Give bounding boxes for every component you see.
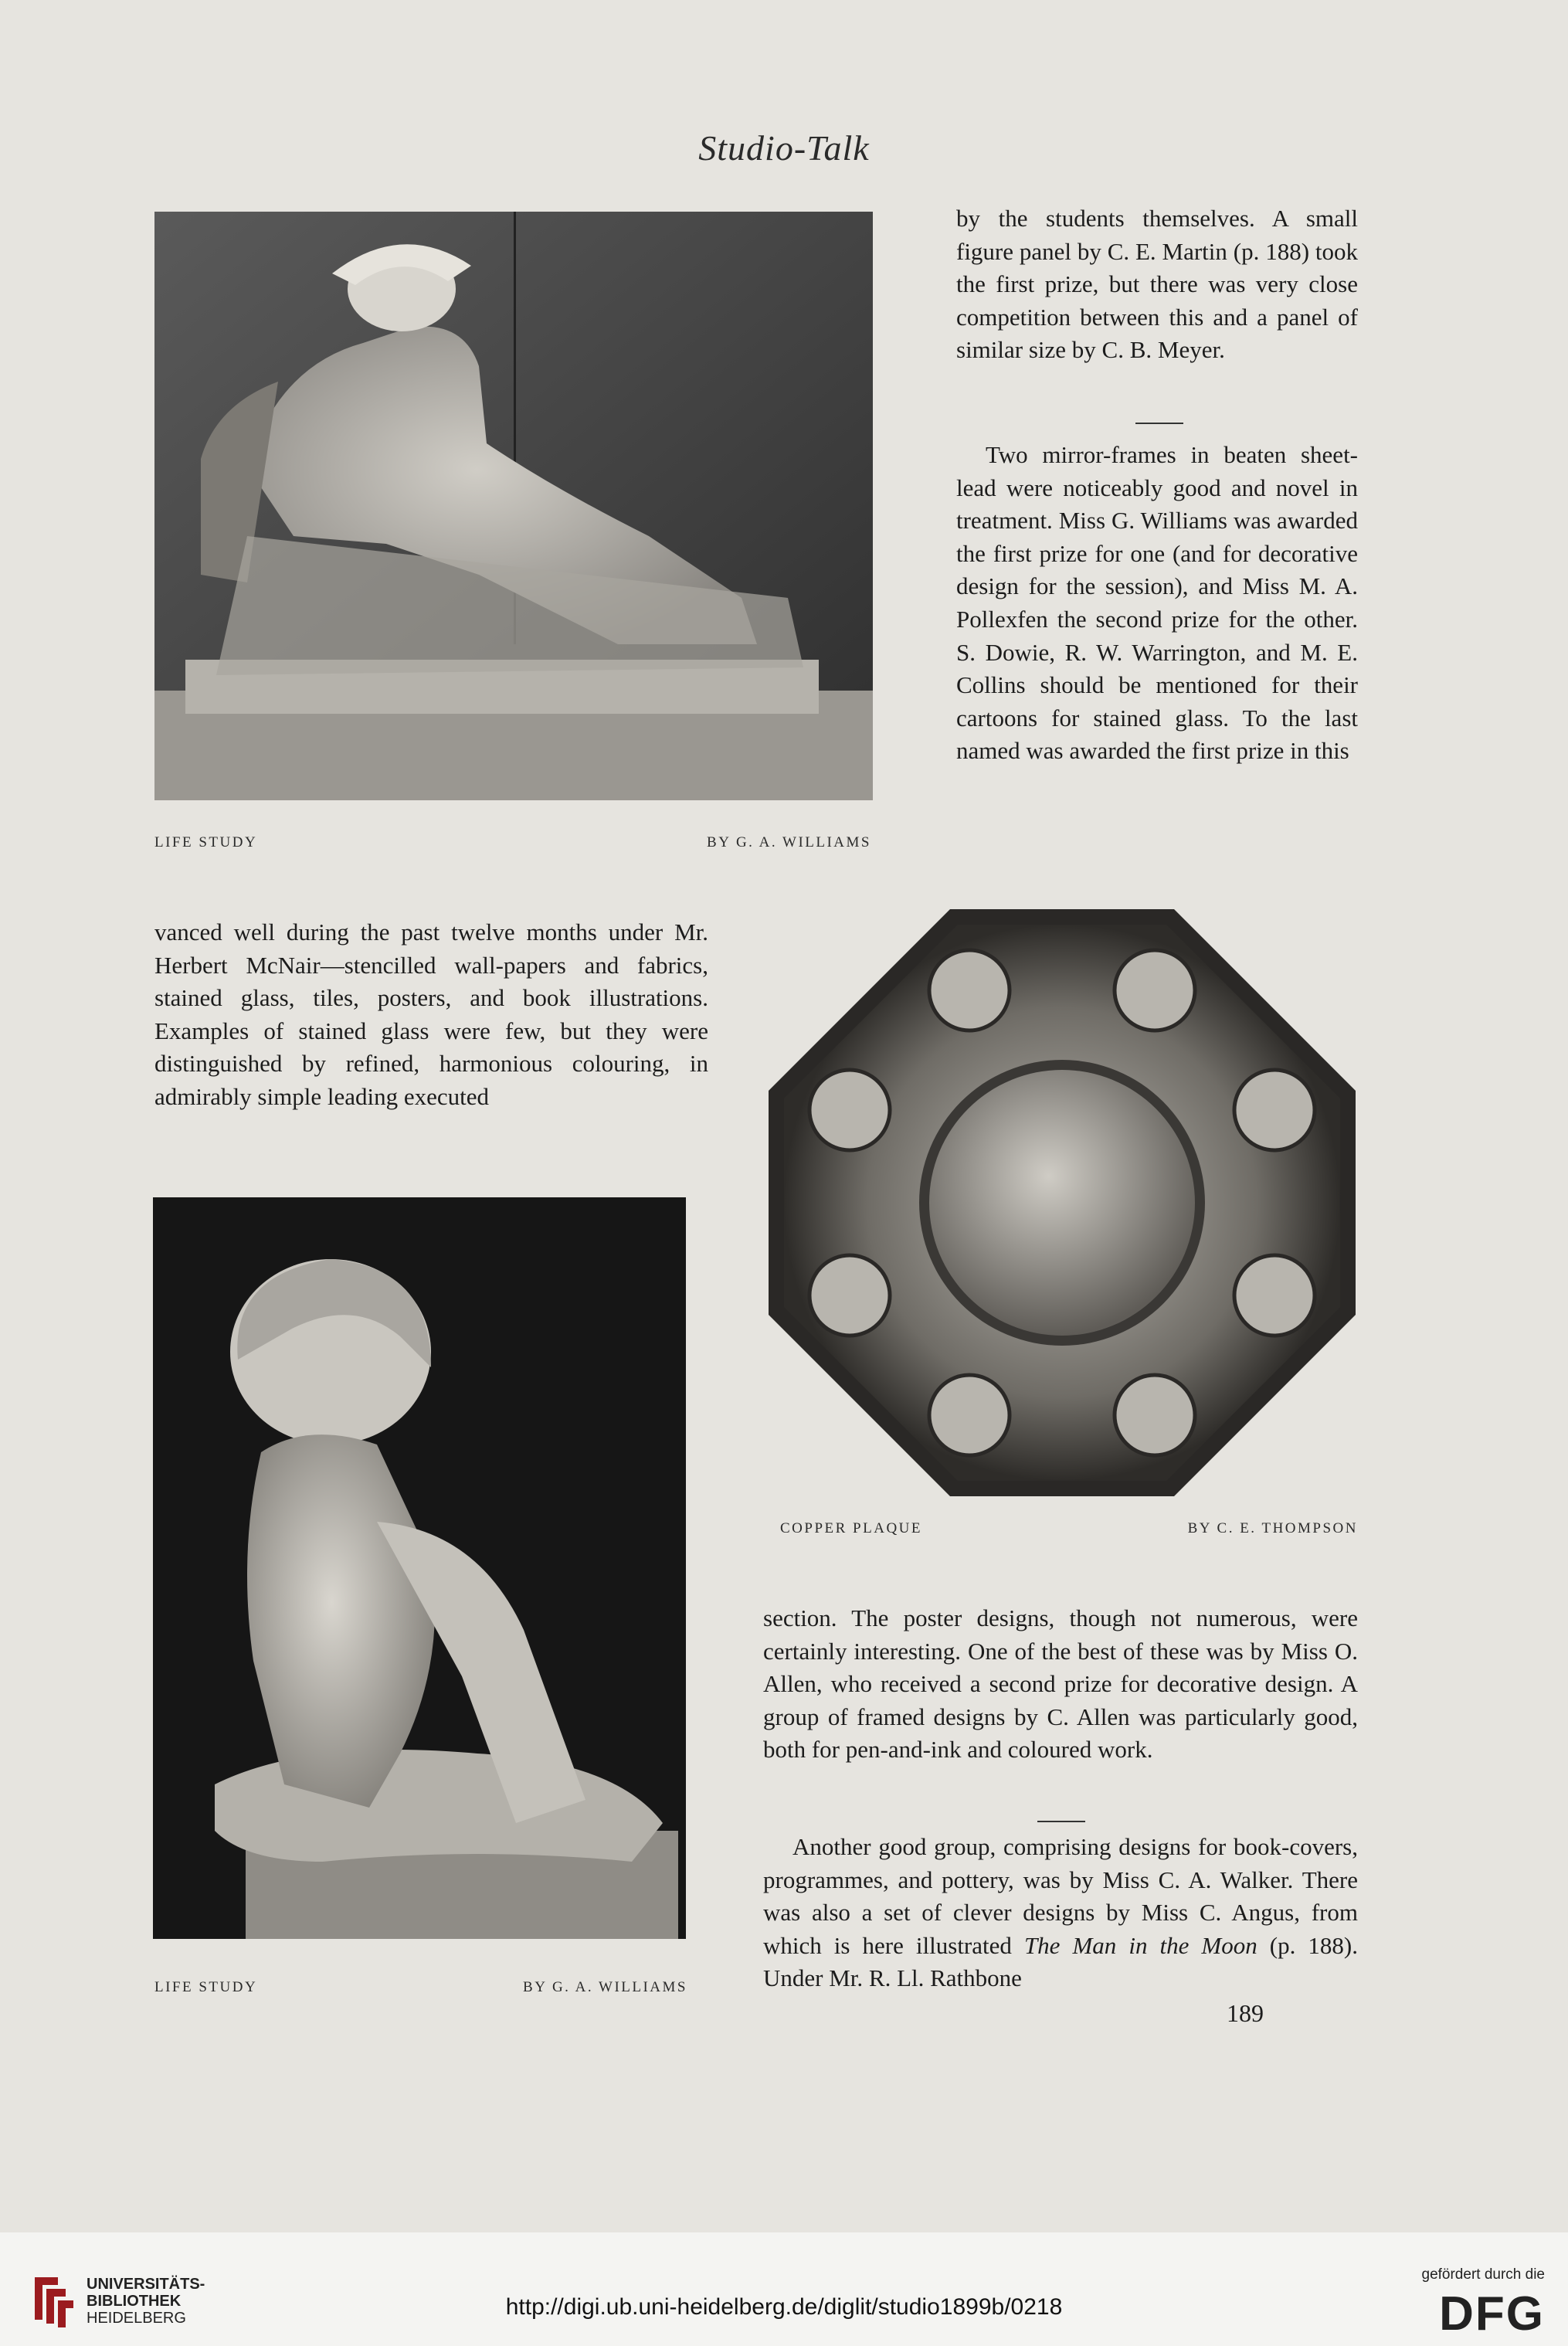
caption-title: LIFE STUDY (154, 834, 258, 850)
caption-credit: BY G. A. WILLIAMS (707, 834, 871, 850)
section-divider (1135, 423, 1183, 424)
caption-credit: BY C. E. THOMPSON (1187, 1520, 1358, 1536)
left-column-text (154, 916, 708, 1114)
octagonal-plaque-image (765, 905, 1359, 1500)
funder-text: gefördert durch die (1421, 2266, 1545, 2283)
running-title: Studio-Talk (698, 128, 870, 168)
life-study-photo-1 (154, 212, 873, 800)
library-name-line: BIBLIOTHEK (87, 2293, 182, 2310)
right-column-text-top (956, 202, 1358, 367)
sculpture-crouching-figure-image (153, 1197, 686, 1939)
figure-caption-1 (154, 834, 871, 853)
paragraph-text: Another good group, comprising designs for book-covers, programmes, and pottery, was by Miss C. A. Walker. There was also a set of clever designs by Miss C. Angus, from which is here illustrated (763, 1833, 1358, 1959)
right-column-text-bottom (763, 1602, 1358, 1767)
digitization-footer (0, 2232, 1568, 2346)
page-number: 189 (1227, 1999, 1264, 2027)
paragraph: section. The poster designs, though not numerous, were certainly interesting. One of the best of these was by Miss O. Allen, who received a second prize for decorative design. A group of framed designs by C. Allen was particularly good, both for pen-and-ink and coloured work. (763, 1604, 1358, 1764)
life-study-photo-2 (153, 1197, 686, 1939)
sculpture-seated-figure-image (154, 212, 873, 800)
source-url[interactable]: http://digi.ub.uni-heidelberg.de/diglit/studio1899b/0218 (505, 2294, 1063, 2320)
caption-credit: BY G. A. WILLIAMS (523, 1979, 687, 1995)
figure-caption-2 (780, 1520, 1358, 1539)
dfg-logo: DFG (1439, 2287, 1545, 2341)
library-name-line: UNIVERSITÄTS- (87, 2276, 205, 2293)
paragraph: by the students themselves. A small figure panel by C. E. Martin (p. 188) took the first prize, but there was very close competition between this and a panel of similar size by C. B. Meyer. (956, 205, 1358, 364)
paragraph: Two mirror-frames in beaten sheet-lead were noticeably good and novel in treatment. Miss G. Williams was awarded the first prize for one (and for decorative design for the session), and Miss M. A. Pollexfen the second prize for the other. S. Dowie, R. W. Warrington, and M. E. Collins should be mentioned for their cartoons for stained glass. To the last named was awarded the first prize in this (956, 441, 1358, 765)
paragraph (763, 1831, 1358, 1995)
caption-title: COPPER PLAQUE (780, 1520, 922, 1536)
right-column-text-bottom-2 (763, 1831, 1358, 1995)
section-divider (1037, 1821, 1085, 1822)
paragraph-text-end: (p. 188). Under Mr. R. Ll. Rathbone (763, 1931, 1359, 1992)
figure-caption-3 (154, 1979, 687, 1998)
right-column-text-top-2 (956, 439, 1358, 768)
caption-title: LIFE STUDY (154, 1979, 258, 1995)
illustration-title: The Man in the Moon (1023, 1931, 1257, 1959)
copper-plaque-photo (765, 905, 1359, 1500)
paragraph: vanced well during the past twelve months under Mr. Herbert McNair—stencilled wall-papers and fabrics, stained glass, tiles, posters, and book illustrations. Examples of stained glass were few, but they were distinguished by refined, harmonious colouring, in admirably simple leading executed (154, 918, 708, 1110)
library-name-line: HEIDELBERG (87, 2310, 186, 2327)
